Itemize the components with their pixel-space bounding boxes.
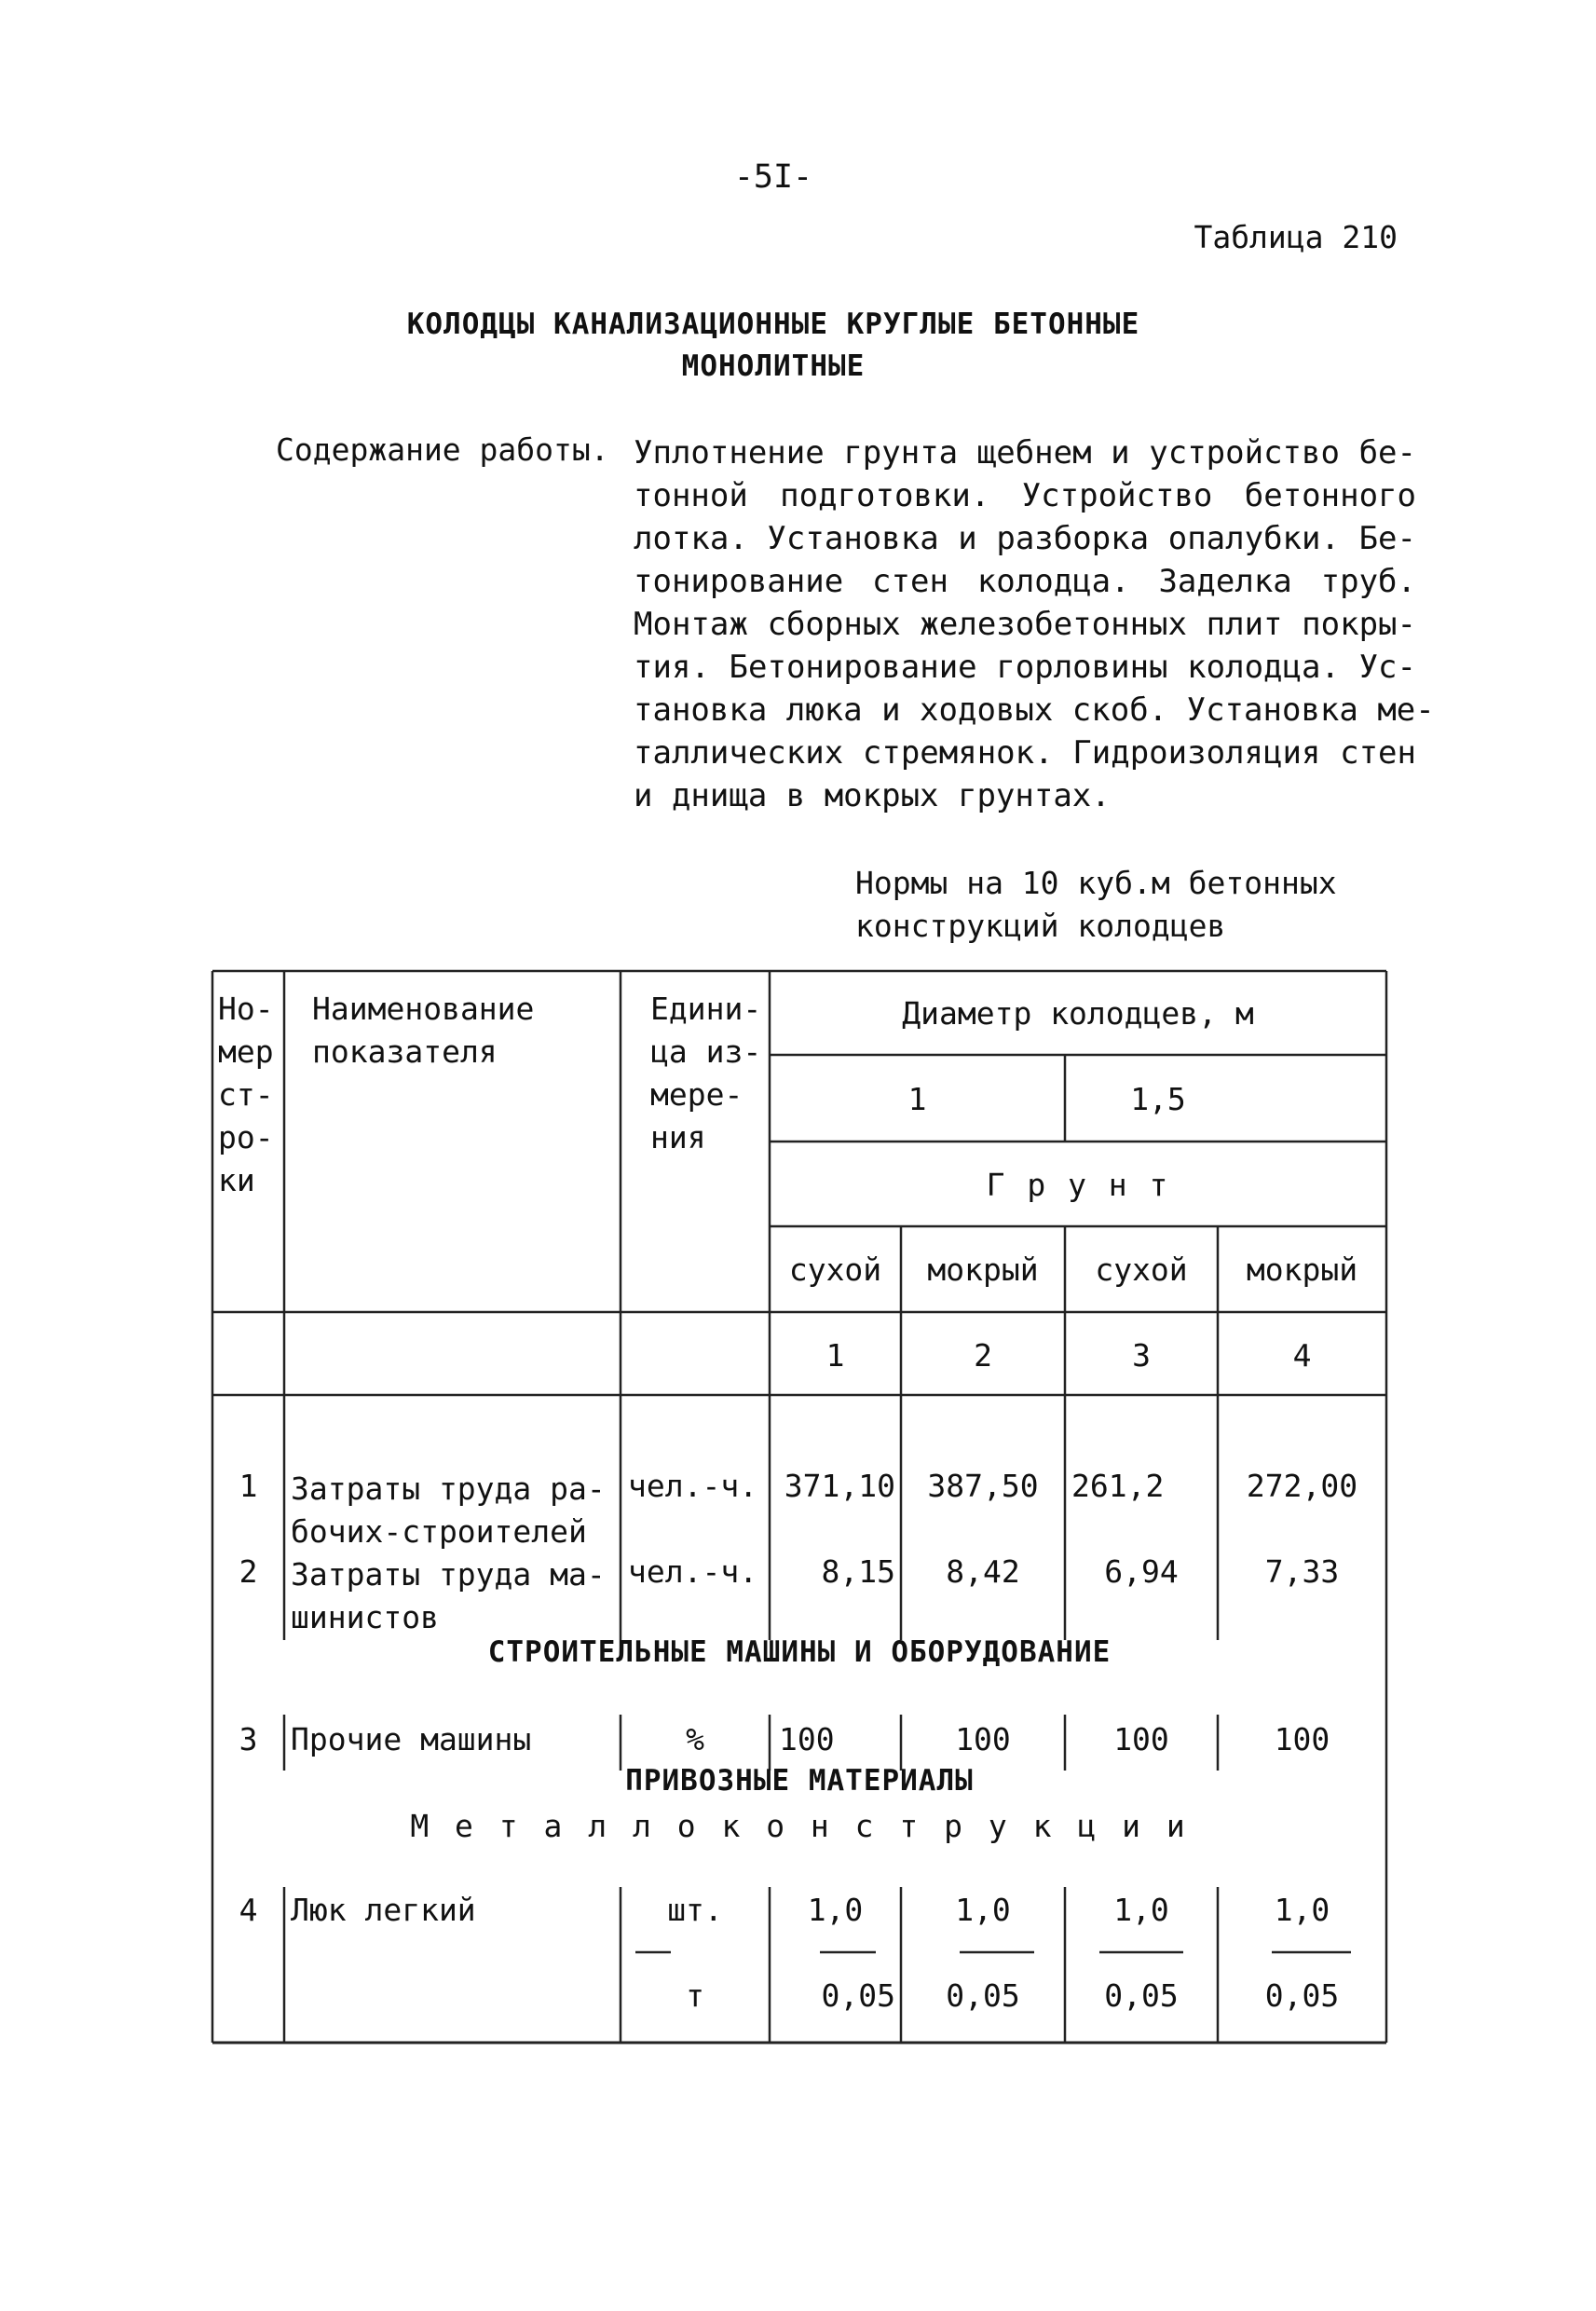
table-label: Таблица 210	[1194, 219, 1398, 255]
row-4-value-3: 1,0	[1113, 1892, 1169, 1928]
document-title-line2: МОНОЛИТНЫЕ	[681, 349, 866, 383]
row-4-value-2: 1,0	[955, 1892, 1011, 1928]
work-line: Уплотнение грунта щебнем и устройство бе-	[634, 434, 1416, 472]
row-4-unit-mass: т	[686, 1977, 704, 2014]
row-3-unit: %	[686, 1721, 704, 1757]
work-line: Монтаж сборных железобетонных плит покры-	[634, 606, 1416, 643]
header-indicator-name: Наименование показателя	[312, 991, 535, 1070]
row-4-mass-2: 0,05	[946, 1977, 1020, 2014]
row-1-name: Затраты труда ра- бочих-строителей	[291, 1470, 606, 1550]
row-2-value-1: 8,15	[821, 1553, 895, 1590]
row-3-value-4: 100	[1274, 1721, 1330, 1757]
row-2-value-2: 8,42	[946, 1553, 1020, 1590]
row-2-value-4: 7,33	[1264, 1553, 1340, 1590]
document-title: КОЛОДЦЫ КАНАЛИЗАЦИОННЫЕ КРУГЛЫЕ БЕТОННЫЕ	[406, 308, 1140, 341]
row-4-value-4: 1,0	[1274, 1892, 1330, 1928]
section-machines: СТРОИТЕЛЬНЫЕ МАШИНЫ И ОБОРУДОВАНИЕ	[487, 1635, 1112, 1669]
header-wet-1: мокрый	[927, 1251, 1039, 1288]
row-1-value-4: 272,00	[1246, 1468, 1358, 1504]
work-line: таллических стремянок. Гидроизоляция стен	[634, 734, 1416, 772]
row-2-value-3: 6,94	[1104, 1553, 1179, 1590]
work-line: тонирование стен колодца. Заделка труб.	[634, 563, 1416, 600]
row-2-unit: чел.-ч.	[628, 1553, 758, 1590]
row-1-value-1: 371,10	[784, 1468, 895, 1504]
row-4-name: Люк легкий	[291, 1892, 476, 1928]
subsection-metal-structures: М е т а л л о к о н с т р у к ц и и	[410, 1808, 1189, 1844]
row-2-name: Затраты труда ма- шинистов	[291, 1556, 606, 1635]
row-4-value-1: 1,0	[807, 1892, 864, 1928]
column-number-3: 3	[1132, 1337, 1151, 1374]
row-4-number: 4	[239, 1892, 258, 1928]
row-4-mass-1: 0,05	[821, 1977, 895, 2014]
header-wet-1-5: мокрый	[1246, 1251, 1358, 1288]
work-line: лотка. Установка и разборка опалубки. Бе-	[634, 520, 1416, 557]
row-2-number: 2	[239, 1553, 258, 1590]
norms-note-line1: Нормы на 10 куб.м бетонных	[855, 865, 1337, 901]
header-soil: Г р у н т	[986, 1167, 1170, 1203]
header-dry-1: сухой	[788, 1251, 882, 1288]
row-1-value-2: 387,50	[927, 1468, 1039, 1504]
column-number-2: 2	[974, 1337, 992, 1374]
column-number-4: 4	[1292, 1337, 1312, 1374]
header-row-number: Но- мер ст- ро- ки	[218, 991, 274, 1198]
row-1-value-3: 261,2	[1071, 1468, 1165, 1504]
work-line: тия. Бетонирование горловины колодца. Ус-	[634, 649, 1416, 686]
row-3-value-1: 100	[779, 1721, 835, 1757]
row-1-unit: чел.-ч.	[628, 1468, 758, 1504]
page-number: -5I-	[733, 158, 813, 196]
row-3-value-2: 100	[955, 1721, 1011, 1757]
header-diameter-1: 1	[907, 1081, 927, 1117]
header-unit: Едини- ца из- мере- ния	[650, 991, 762, 1156]
section-materials: ПРИВОЗНЫЕ МАТЕРИАЛЫ	[625, 1764, 974, 1798]
row-3-name: Прочие машины	[291, 1721, 532, 1757]
work-line: и днища в мокрых грунтах.	[634, 777, 1111, 814]
row-1-number: 1	[239, 1468, 258, 1504]
header-diameter: Диаметр колодцев, м	[902, 995, 1254, 1032]
row-4-mass-3: 0,05	[1104, 1977, 1179, 2014]
work-line: тонной подготовки. Устройство бетонного	[634, 477, 1416, 514]
work-line: тановка люка и ходовых скоб. Установка ме-	[634, 691, 1435, 729]
header-diameter-1-5: 1,5	[1130, 1081, 1186, 1117]
work-content-label: Содержание работы.	[276, 431, 609, 468]
row-3-number: 3	[239, 1721, 258, 1757]
norms-note-line2: конструкций колодцев	[855, 908, 1226, 944]
row-3-value-3: 100	[1113, 1721, 1169, 1757]
row-4-mass-4: 0,05	[1264, 1977, 1340, 2014]
column-number-1: 1	[825, 1337, 845, 1374]
row-4-unit: шт.	[667, 1892, 723, 1928]
header-dry-1-5: сухой	[1095, 1251, 1188, 1288]
